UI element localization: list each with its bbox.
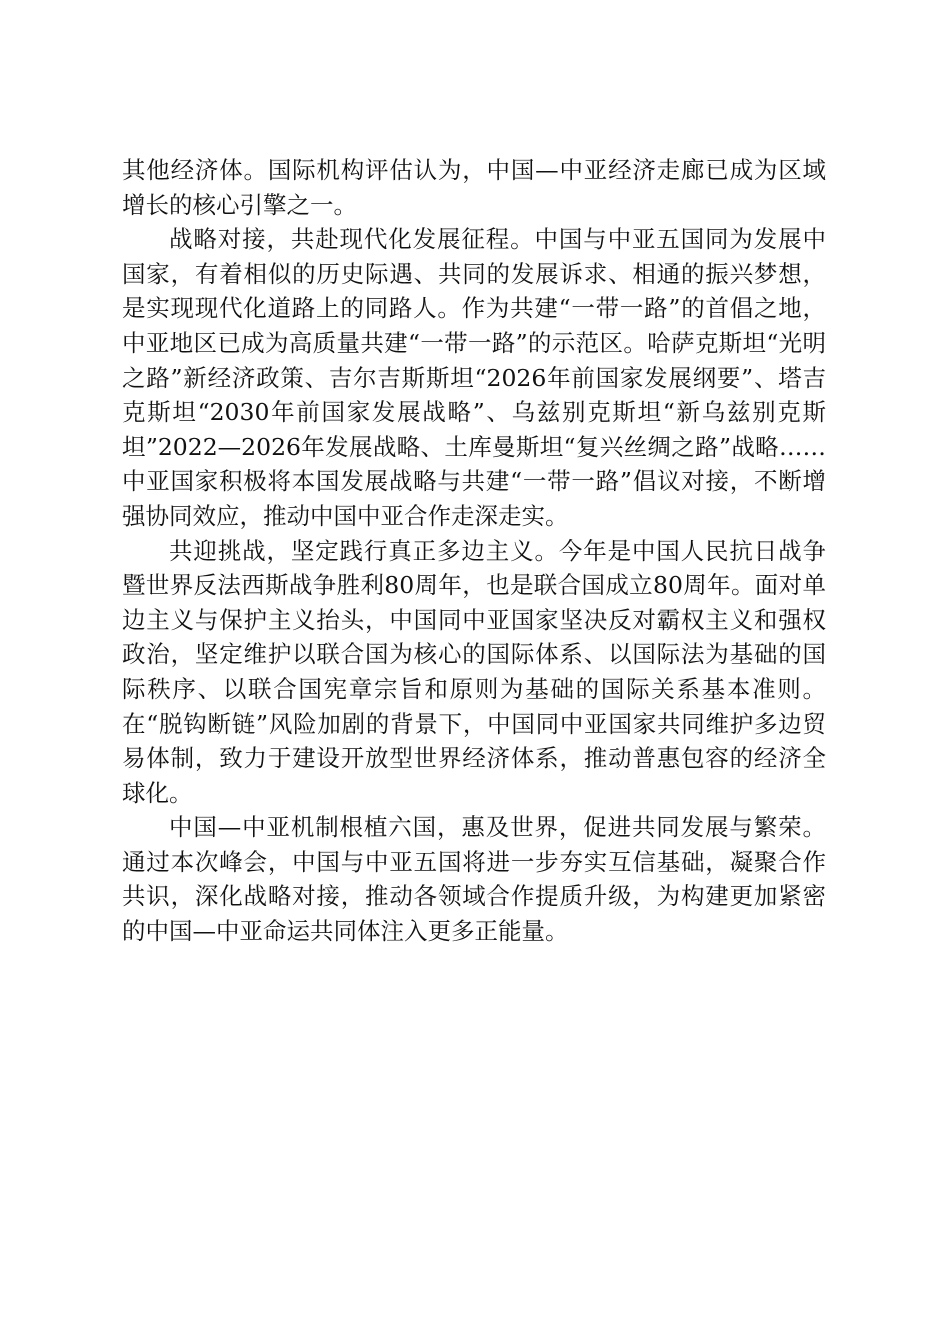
document-body (122, 153, 826, 949)
paragraph-strategic-alignment: 战略对接，共赴现代化发展征程。中国与中亚五国同为发展中国家，有着相似的历史际遇、共同的发展诉求、相通的振兴梦想，是实现现代化道路上的同路人。作为共建“一带一路”的首倡之地，中亚地区已成为高质量共建“一带一路”的示范区。哈萨克斯坦“光明之路”新经济政策、吉尔吉斯斯坦“2026年前国家发展纲要”、塔吉克斯坦“2030年前国家发展战略”、乌兹别克斯坦“新乌兹别克斯坦”2022—2026年发展战略、土库曼斯坦“复兴丝绸之路”战略……中亚国家积极将本国发展战略与共建“一带一路”倡议对接，不断增强协同效应，推动中国中亚合作走深走实。 (122, 225, 826, 530)
paragraph-continuation: 其他经济体。国际机构评估认为，中国—中亚经济走廊已成为区域增长的核心引擎之一。 (122, 156, 826, 219)
paragraph-multilateralism: 共迎挑战，坚定践行真正多边主义。今年是中国人民抗日战争暨世界反法西斯战争胜利80周年，也是联合国成立80周年。面对单边主义与保护主义抬头，中国同中亚国家坚决反对霸权主义和强权政治，坚定维护以联合国为核心的国际体系、以国际法为基础的国际秩序、以联合国宪章宗旨和原则为基础的国际关系基本准则。在“脱钩断链”风险加剧的背景下，中国同中亚国家共同维护多边贸易体制，致力于建设开放型世界经济体系，推动普惠包容的经济全球化。 (122, 536, 826, 807)
paragraph-conclusion: 中国—中亚机制根植六国，惠及世界，促进共同发展与繁荣。通过本次峰会，中国与中亚五国将进一步夯实互信基础，凝聚合作共识，深化战略对接，推动各领域合作提质升级，为构建更加紧密的中国—中亚命运共同体注入更多正能量。 (122, 813, 826, 946)
